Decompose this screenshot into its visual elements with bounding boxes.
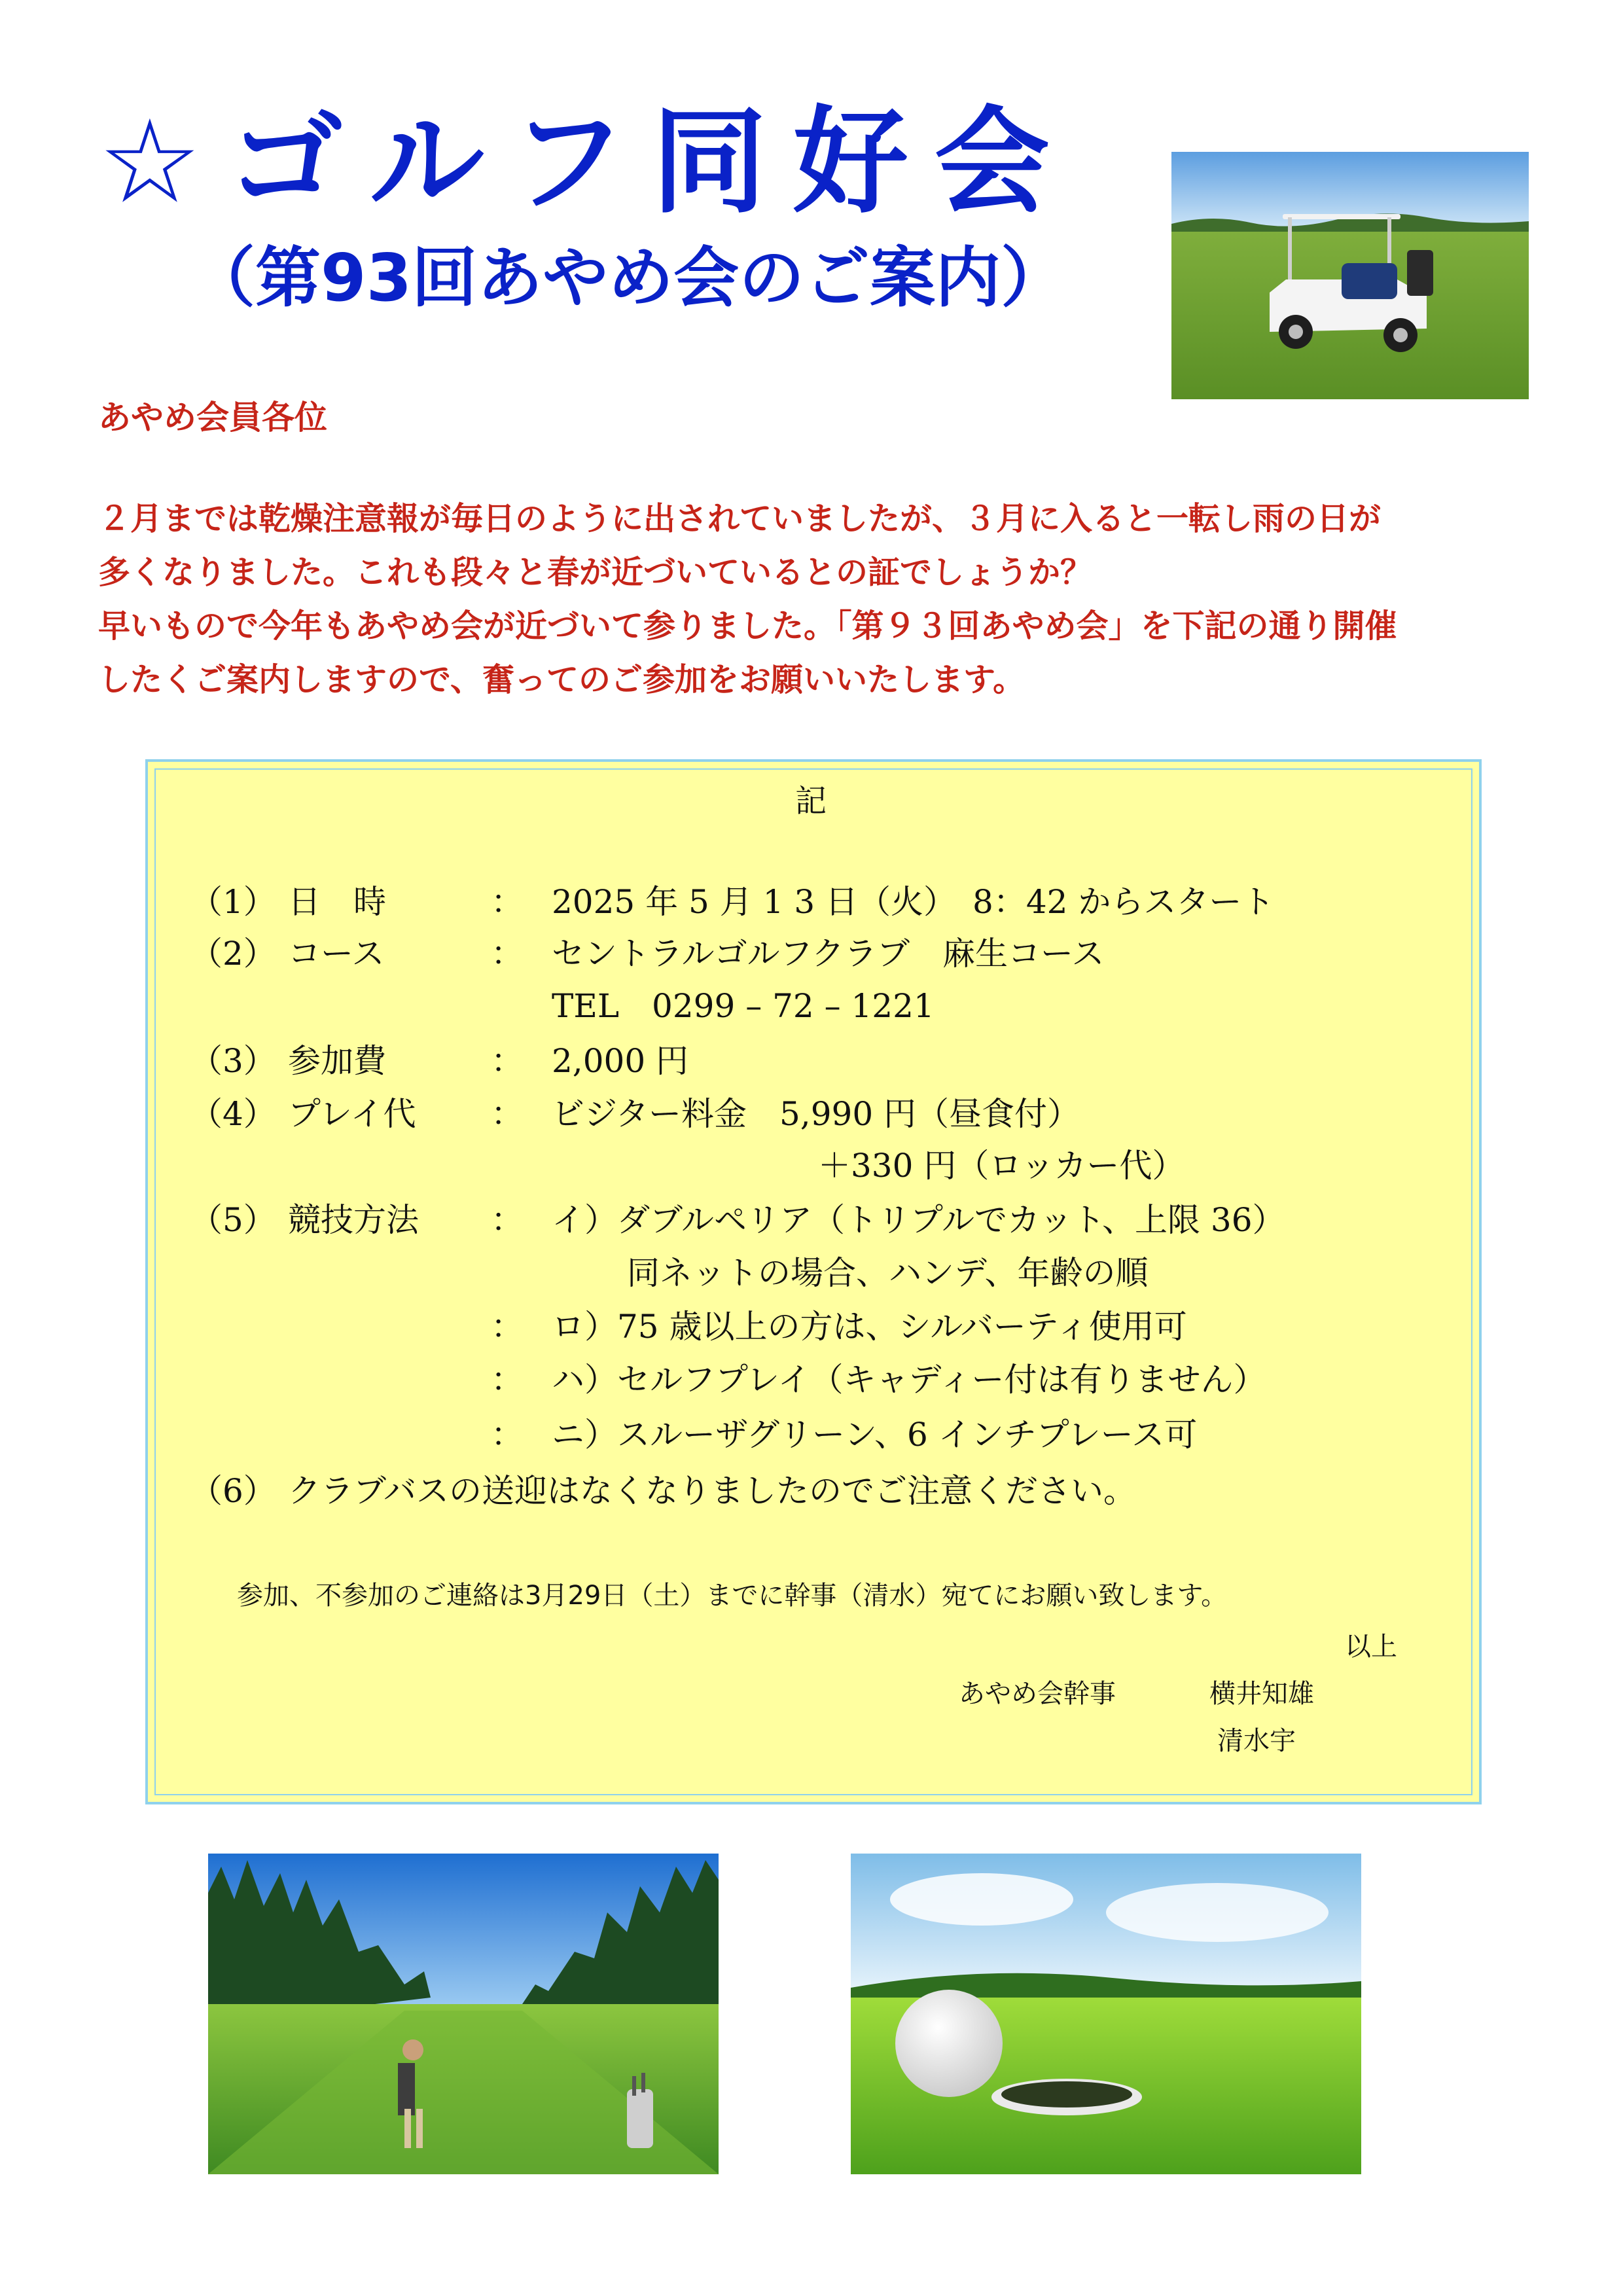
item-colon: ： (491, 883, 524, 921)
item-number: （4） (190, 1095, 276, 1133)
item-label: コース (288, 935, 385, 973)
item-number: （2） (190, 935, 276, 973)
item-value: TEL 0299 – 72 – 1221 (552, 987, 935, 1025)
intro-line: ２月までは乾燥注意報が毎日のように出されていましたが、３月に入ると一転し雨の日が (98, 500, 1382, 537)
intro-line: 多くなりました。これも段々と春が近づいているとの証でしょうか？ (98, 554, 1093, 591)
item-number: （3） (190, 1042, 276, 1080)
closing-text: 以上 (1345, 1632, 1397, 1662)
item-colon: ： (491, 1201, 524, 1239)
item-number: （5） (190, 1201, 276, 1239)
intro-line: 早いもので今年もあやめ会が近づいて参りました。「第９３回あやめ会」を下記の通り開催 (98, 607, 1397, 645)
item-value: 2,000 円 (552, 1042, 689, 1080)
item-colon: ： (491, 1095, 524, 1133)
item-value: セントラルゴルフクラブ 麻生コース (552, 935, 1105, 973)
item-colon: ： (491, 935, 524, 973)
item-label: 参加費 (288, 1042, 386, 1080)
organizer-title: あやめ会幹事 (959, 1679, 1116, 1709)
item-value: ニ）スルーザグリーン、6 インチプレース可 (552, 1416, 1198, 1454)
item-value: ＋330 円（ロッカー代） (818, 1147, 1185, 1185)
item-value: ハ）セルフプレイ（キャディー付は有りません） (552, 1361, 1266, 1399)
golf-ball-photo (851, 1854, 1361, 2174)
item-value: クラブバスの送迎はなくなりましたのでご注意ください。 (288, 1472, 1136, 1510)
item-label: 競技方法 (288, 1201, 419, 1239)
item-value: 同ネットの場合、ハンデ、年齢の順 (627, 1254, 1149, 1292)
item-colon: ： (491, 1361, 524, 1399)
item-colon: ： (491, 1042, 524, 1080)
contact-note: 参加、不参加のご連絡は3月29日（土）までに幹事（清水）宛てにお願い致します。 (237, 1581, 1228, 1611)
page-title: ☆ゴルフ同好会 (98, 95, 1076, 229)
organizer-name: 横井知雄 (1209, 1679, 1314, 1709)
golf-cart-photo (1171, 152, 1529, 399)
item-value: 2025 年 5 月 1 3 日（火） 8：42 からスタート (552, 883, 1275, 921)
item-colon: ： (491, 1416, 524, 1454)
golfer-fairway-photo (208, 1854, 719, 2174)
item-number: （1） (190, 883, 276, 921)
notice-heading: 記 (795, 783, 827, 819)
page-subtitle: （第93回あやめ会のご案内） (190, 240, 1067, 316)
item-label: プレイ代 (288, 1095, 416, 1133)
item-value: ビジター料金 5,990 円（昼食付） (552, 1095, 1080, 1133)
item-value: ロ）75 歳以上の方は、シルバーティ使用可 (552, 1308, 1187, 1346)
intro-paragraph (98, 492, 1525, 707)
intro-line: したくご案内しますので、奮ってのご参加をお願いいたします。 (98, 661, 1026, 698)
organizer-name: 清水宇 (1217, 1726, 1296, 1756)
greeting: あやめ会員各位 (98, 399, 327, 437)
item-number: （6） (190, 1472, 276, 1510)
item-value: イ）ダブルペリア（トリプルでカット、上限 36） (552, 1201, 1285, 1239)
item-colon: ： (491, 1308, 524, 1346)
item-label: 日 時 (288, 883, 386, 921)
